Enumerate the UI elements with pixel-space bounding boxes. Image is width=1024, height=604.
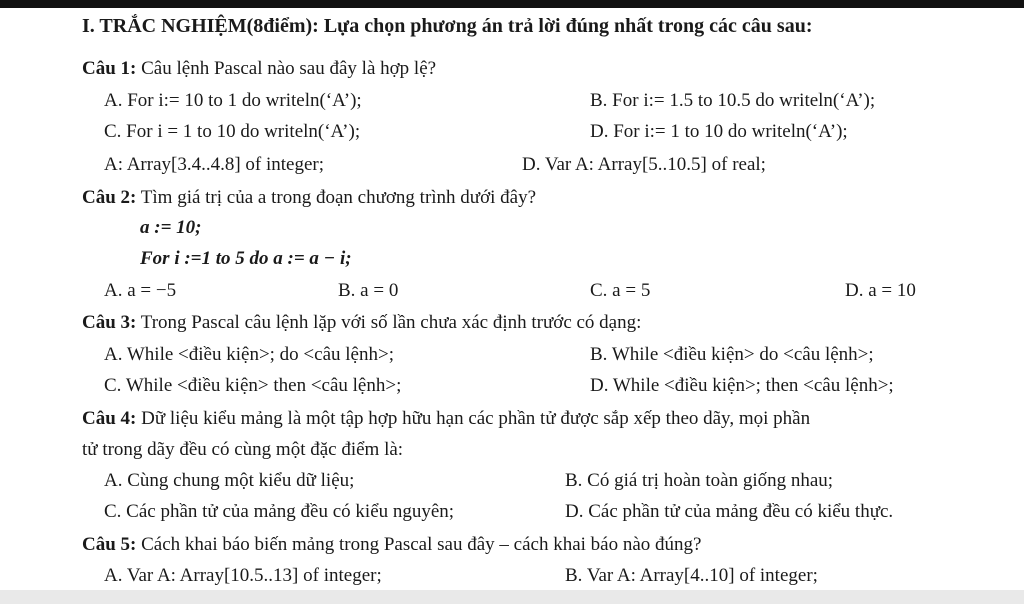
- q3-option-b: B. While <điều kiện> do <câu lệnh>;: [590, 344, 874, 365]
- q2-option-d: D. a = 10: [845, 280, 916, 301]
- question-4-text: Dữ liệu kiểu mảng là một tập hợp hữu hạn các phần tử được sắp xếp theo dãy, mọi phần: [136, 408, 811, 429]
- q4-option-b: B. Có giá trị hoàn toàn giống nhau;: [565, 470, 834, 491]
- question-1-text: Câu lệnh Pascal nào sau đây là hợp lệ?: [136, 58, 437, 79]
- q1-option-a: A. For i:= 10 to 1 do writeln(‘A’);: [104, 90, 362, 111]
- q4-option-d: D. Các phần tử của mảng đều có kiểu thực.: [565, 501, 894, 522]
- question-2-label: Câu 2:: [82, 187, 137, 208]
- q3-option-c: C. While <điều kiện> then <câu lệnh>;: [104, 375, 402, 396]
- q2-option-b: B. a = 0: [338, 280, 399, 301]
- q2-option-a: A. a = −5: [104, 280, 177, 301]
- q4-option-c: C. Các phần tử của mảng đều có kiểu nguyên;: [104, 501, 455, 522]
- question-4: [82, 407, 810, 431]
- q1-option-e: A: Array[3.4..4.8] of integer;: [104, 154, 325, 175]
- top-edge-bar: [0, 0, 1024, 8]
- question-2-text: Tìm giá trị của a trong đoạn chương trình dưới đây?: [136, 187, 537, 208]
- question-3: [82, 311, 641, 335]
- question-5: [82, 533, 701, 557]
- q4-option-a: A. Cùng chung một kiểu dữ liệu;: [104, 470, 355, 491]
- q2-code-line-2: For i :=1 to 5 do a := a − i;: [140, 248, 352, 269]
- q5-option-a: A. Var A: Array[10.5..13] of integer;: [104, 565, 382, 586]
- question-1: [82, 57, 436, 81]
- q1-option-c: C. For i = 1 to 10 do writeln(‘A’);: [104, 121, 361, 142]
- question-1-label: Câu 1:: [82, 58, 137, 79]
- question-3-text: Trong Pascal câu lệnh lặp với số lần chưa xác định trước có dạng:: [136, 312, 642, 333]
- question-4-text-continued: tử trong dãy đều có cùng một đặc điểm là:: [82, 439, 404, 460]
- section-title: I. TRẮC NGHIỆM(8điểm): Lựa chọn phương án trả lời đúng nhất trong các câu sau:: [82, 15, 813, 37]
- q1-option-f: D. Var A: Array[5..10.5] of real;: [522, 154, 766, 175]
- question-5-label: Câu 5:: [82, 534, 137, 555]
- bottom-edge-bar: [0, 590, 1024, 604]
- q1-option-b: B. For i:= 1.5 to 10.5 do writeln(‘A’);: [590, 90, 876, 111]
- q3-option-d: D. While <điều kiện>; then <câu lệnh>;: [590, 375, 894, 396]
- question-3-label: Câu 3:: [82, 312, 137, 333]
- q1-option-d: D. For i:= 1 to 10 do writeln(‘A’);: [590, 121, 848, 142]
- question-2: [82, 186, 536, 210]
- q2-code-line-1: a := 10;: [140, 217, 202, 238]
- q5-option-b: B. Var A: Array[4..10] of integer;: [565, 565, 818, 586]
- q3-option-a: A. While <điều kiện>; do <câu lệnh>;: [104, 344, 394, 365]
- question-5-text: Cách khai báo biến mảng trong Pascal sau đây – cách khai báo nào đúng?: [136, 534, 702, 555]
- question-4-label: Câu 4:: [82, 408, 137, 429]
- q2-option-c: C. a = 5: [590, 280, 651, 301]
